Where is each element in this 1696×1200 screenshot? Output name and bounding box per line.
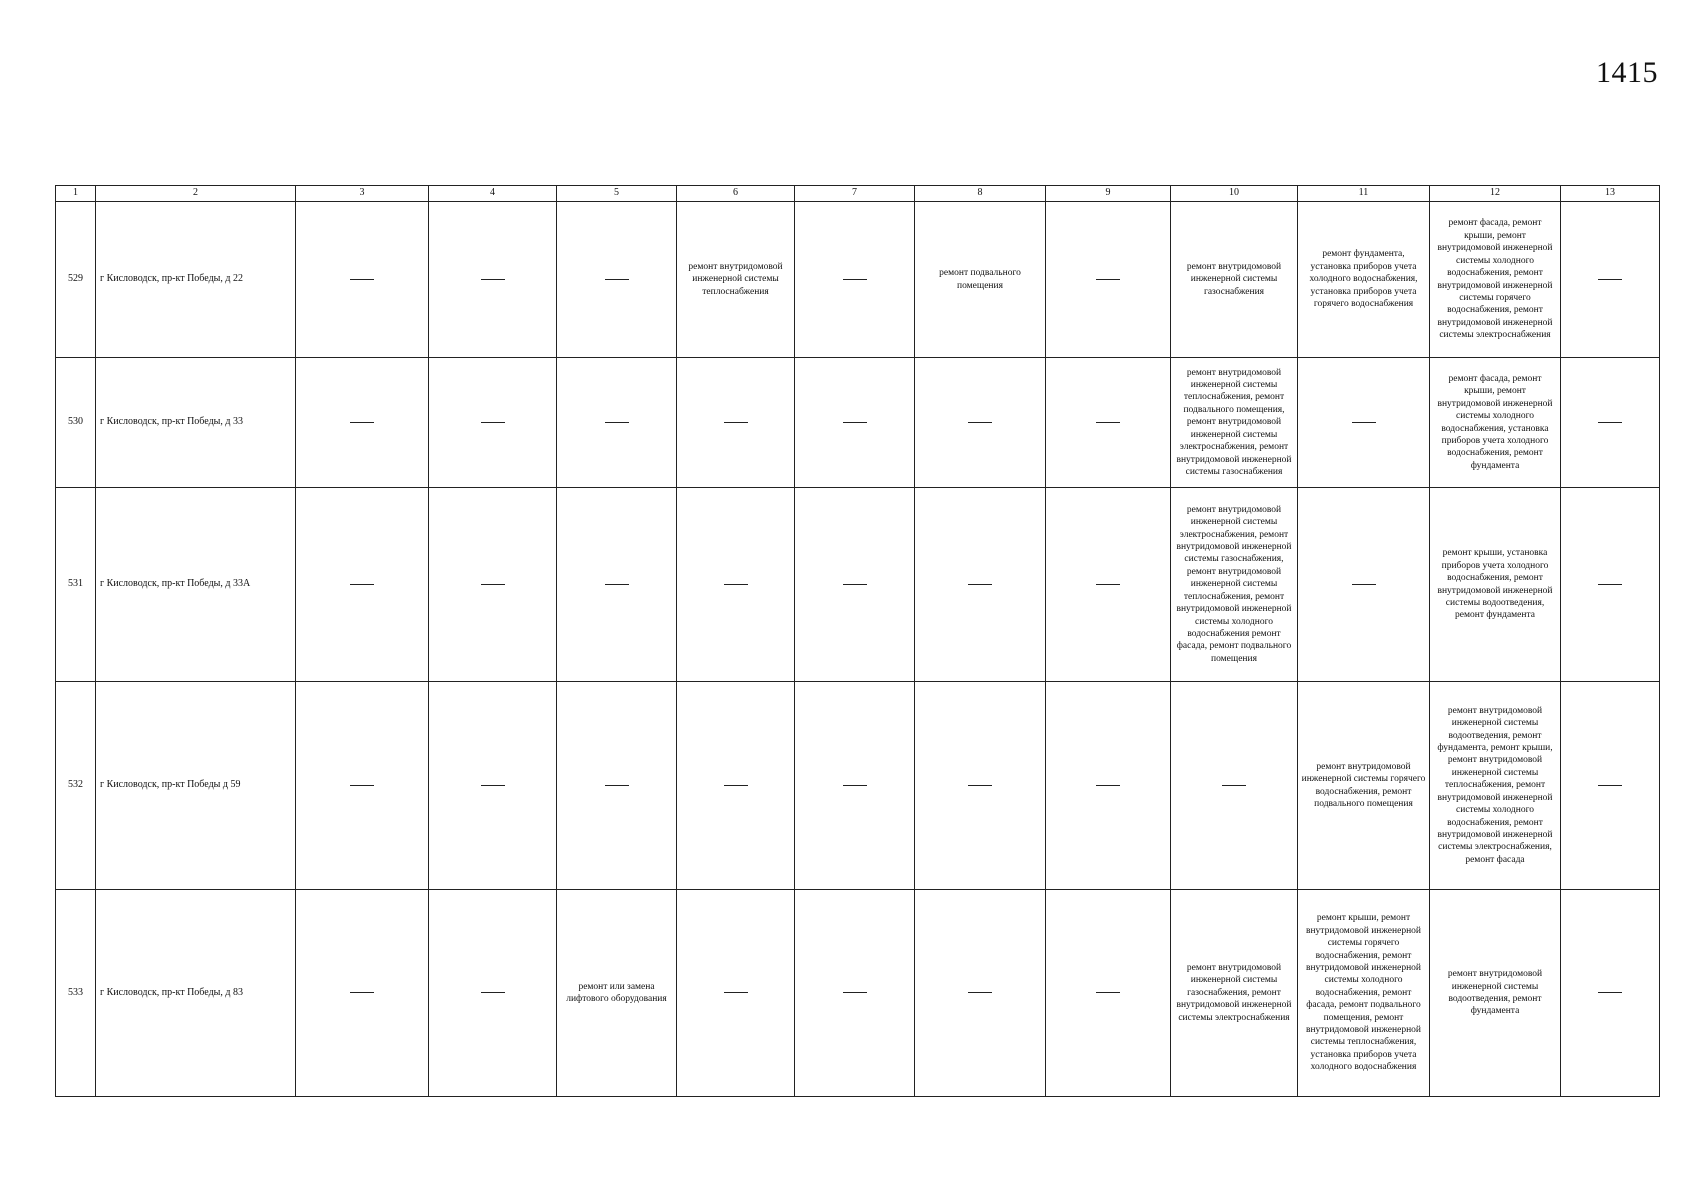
- empty-cell: [557, 682, 677, 890]
- work-description-cell: ремонт крыши, установка приборов учета холодного водоснабжения, ремонт внутридомовой инженерной системы водоотведения, ремонт фундамента: [1430, 488, 1561, 682]
- empty-cell: [915, 682, 1046, 890]
- address-cell: г Кисловодск, пр-кт Победы д 59: [96, 682, 296, 890]
- empty-cell: [557, 358, 677, 488]
- empty-cell: [429, 202, 557, 358]
- repair-program-table: [55, 185, 1660, 1097]
- dash-mark: [1096, 992, 1120, 993]
- row-number: 530: [56, 358, 96, 488]
- dash-mark: [1096, 279, 1120, 280]
- work-description-cell: ремонт внутридомовой инженерной системы теплоснабжения: [677, 202, 795, 358]
- work-description-cell: ремонт внутридомовой инженерной системы газоснабжения, ремонт внутридомовой инженерной системы электроснабжения: [1171, 890, 1298, 1097]
- address-cell: г Кисловодск, пр-кт Победы, д 33: [96, 358, 296, 488]
- address-cell: г Кисловодск, пр-кт Победы, д 33А: [96, 488, 296, 682]
- table-body: [56, 202, 1660, 1097]
- dash-mark: [1222, 785, 1246, 786]
- empty-cell: [1561, 682, 1660, 890]
- dash-mark: [1598, 422, 1622, 423]
- table-row: [56, 202, 1660, 358]
- empty-cell: [557, 488, 677, 682]
- table-row: [56, 682, 1660, 890]
- dash-mark: [1598, 584, 1622, 585]
- work-description-cell: ремонт внутридомовой инженерной системы теплоснабжения, ремонт подвального помещения, ремонт внутридомовой инженерной системы электроснабжения, ремонт внутридомовой инженерной системы газоснабжения: [1171, 358, 1298, 488]
- work-description-cell: ремонт крыши, ремонт внутридомовой инженерной системы горячего водоснабжения, ремонт внутридомовой инженерной системы холодного водоснабжения, ремонт фасада, ремонт подвального помещения, ремонт внутридомовой инженерной системы теплоснабжения, установка приборов учета холодного водоснабжения: [1298, 890, 1430, 1097]
- empty-cell: [429, 358, 557, 488]
- empty-cell: [1046, 890, 1171, 1097]
- empty-cell: [429, 890, 557, 1097]
- dash-mark: [1096, 422, 1120, 423]
- dash-mark: [350, 584, 374, 585]
- address-cell: г Кисловодск, пр-кт Победы, д 83: [96, 890, 296, 1097]
- dash-mark: [724, 785, 748, 786]
- dash-mark: [1352, 422, 1376, 423]
- row-number: 533: [56, 890, 96, 1097]
- column-header: 10: [1171, 186, 1298, 202]
- dash-mark: [843, 785, 867, 786]
- empty-cell: [795, 488, 915, 682]
- page-number: 1415: [1596, 56, 1658, 89]
- work-description-cell: ремонт внутридомовой инженерной системы горячего водоснабжения, ремонт подвального помещения: [1298, 682, 1430, 890]
- dash-mark: [350, 785, 374, 786]
- empty-cell: [1561, 358, 1660, 488]
- dash-mark: [1096, 785, 1120, 786]
- dash-mark: [481, 584, 505, 585]
- empty-cell: [1046, 682, 1171, 890]
- dash-mark: [968, 992, 992, 993]
- empty-cell: [429, 682, 557, 890]
- column-number-row: [56, 186, 1660, 202]
- column-header: 12: [1430, 186, 1561, 202]
- empty-cell: [1171, 682, 1298, 890]
- dash-mark: [724, 422, 748, 423]
- column-header: 8: [915, 186, 1046, 202]
- empty-cell: [296, 682, 429, 890]
- empty-cell: [795, 890, 915, 1097]
- dash-mark: [605, 584, 629, 585]
- empty-cell: [1046, 358, 1171, 488]
- empty-cell: [795, 682, 915, 890]
- work-description-cell: ремонт внутридомовой инженерной системы газоснабжения: [1171, 202, 1298, 358]
- dash-mark: [1598, 785, 1622, 786]
- dash-mark: [968, 584, 992, 585]
- dash-mark: [1598, 992, 1622, 993]
- empty-cell: [677, 682, 795, 890]
- column-header: 7: [795, 186, 915, 202]
- dash-mark: [605, 279, 629, 280]
- column-header: 11: [1298, 186, 1430, 202]
- row-number: 531: [56, 488, 96, 682]
- empty-cell: [429, 488, 557, 682]
- empty-cell: [915, 890, 1046, 1097]
- work-description-cell: ремонт внутридомовой инженерной системы водоотведения, ремонт фундамента: [1430, 890, 1561, 1097]
- dash-mark: [605, 422, 629, 423]
- empty-cell: [1046, 488, 1171, 682]
- dash-mark: [481, 279, 505, 280]
- dash-mark: [843, 584, 867, 585]
- empty-cell: [915, 358, 1046, 488]
- row-number: 529: [56, 202, 96, 358]
- empty-cell: [677, 358, 795, 488]
- column-header: 4: [429, 186, 557, 202]
- dash-mark: [843, 422, 867, 423]
- empty-cell: [915, 488, 1046, 682]
- empty-cell: [296, 358, 429, 488]
- dash-mark: [843, 992, 867, 993]
- empty-cell: [1561, 202, 1660, 358]
- work-description-cell: ремонт внутридомовой инженерной системы водоотведения, ремонт фундамента, ремонт крыши, ремонт внутридомовой инженерной системы теплоснабжения, ремонт внутридомовой инженерной системы холодного водоснабжения, ремонт внутридомовой инженерной системы электроснабжения, ремонт фасада: [1430, 682, 1561, 890]
- dash-mark: [724, 992, 748, 993]
- empty-cell: [795, 202, 915, 358]
- dash-mark: [843, 279, 867, 280]
- dash-mark: [605, 785, 629, 786]
- empty-cell: [677, 890, 795, 1097]
- work-description-cell: ремонт подвального помещения: [915, 202, 1046, 358]
- empty-cell: [1046, 202, 1171, 358]
- work-description-cell: ремонт фасада, ремонт крыши, ремонт внутридомовой инженерной системы холодного водоснабжения, ремонт внутридомовой инженерной системы горячего водоснабжения, ремонт внутридомовой инженерной системы электроснабжения: [1430, 202, 1561, 358]
- work-description-cell: ремонт или замена лифтового оборудования: [557, 890, 677, 1097]
- column-header: 9: [1046, 186, 1171, 202]
- dash-mark: [481, 992, 505, 993]
- dash-mark: [1096, 584, 1120, 585]
- column-header: 13: [1561, 186, 1660, 202]
- dash-mark: [350, 279, 374, 280]
- empty-cell: [296, 890, 429, 1097]
- dash-mark: [1352, 584, 1376, 585]
- dash-mark: [481, 422, 505, 423]
- dash-mark: [1598, 279, 1622, 280]
- empty-cell: [1298, 358, 1430, 488]
- empty-cell: [677, 488, 795, 682]
- column-header: 1: [56, 186, 96, 202]
- table-row: [56, 358, 1660, 488]
- empty-cell: [1561, 488, 1660, 682]
- work-description-cell: ремонт фасада, ремонт крыши, ремонт внутридомовой инженерной системы холодного водоснабжения, установка приборов учета холодного водоснабжения, ремонт фундамента: [1430, 358, 1561, 488]
- dash-mark: [350, 992, 374, 993]
- table-row: [56, 890, 1660, 1097]
- empty-cell: [296, 202, 429, 358]
- column-header: 3: [296, 186, 429, 202]
- table-row: [56, 488, 1660, 682]
- dash-mark: [724, 584, 748, 585]
- address-cell: г Кисловодск, пр-кт Победы, д 22: [96, 202, 296, 358]
- dash-mark: [968, 422, 992, 423]
- column-header: 2: [96, 186, 296, 202]
- work-description-cell: ремонт внутридомовой инженерной системы электроснабжения, ремонт внутридомовой инженерной системы газоснабжения, ремонт внутридомовой инженерной системы теплоснабжения, ремонт внутридомовой инженерной системы холодного водоснабжения ремонт фасада, ремонт подвального помещения: [1171, 488, 1298, 682]
- empty-cell: [1561, 890, 1660, 1097]
- empty-cell: [795, 358, 915, 488]
- work-description-cell: ремонт фундамента, установка приборов учета холодного водоснабжения, установка приборов учета горячего водоснабжения: [1298, 202, 1430, 358]
- empty-cell: [557, 202, 677, 358]
- column-header: 6: [677, 186, 795, 202]
- column-header: 5: [557, 186, 677, 202]
- dash-mark: [968, 785, 992, 786]
- row-number: 532: [56, 682, 96, 890]
- dash-mark: [481, 785, 505, 786]
- empty-cell: [296, 488, 429, 682]
- dash-mark: [350, 422, 374, 423]
- empty-cell: [1298, 488, 1430, 682]
